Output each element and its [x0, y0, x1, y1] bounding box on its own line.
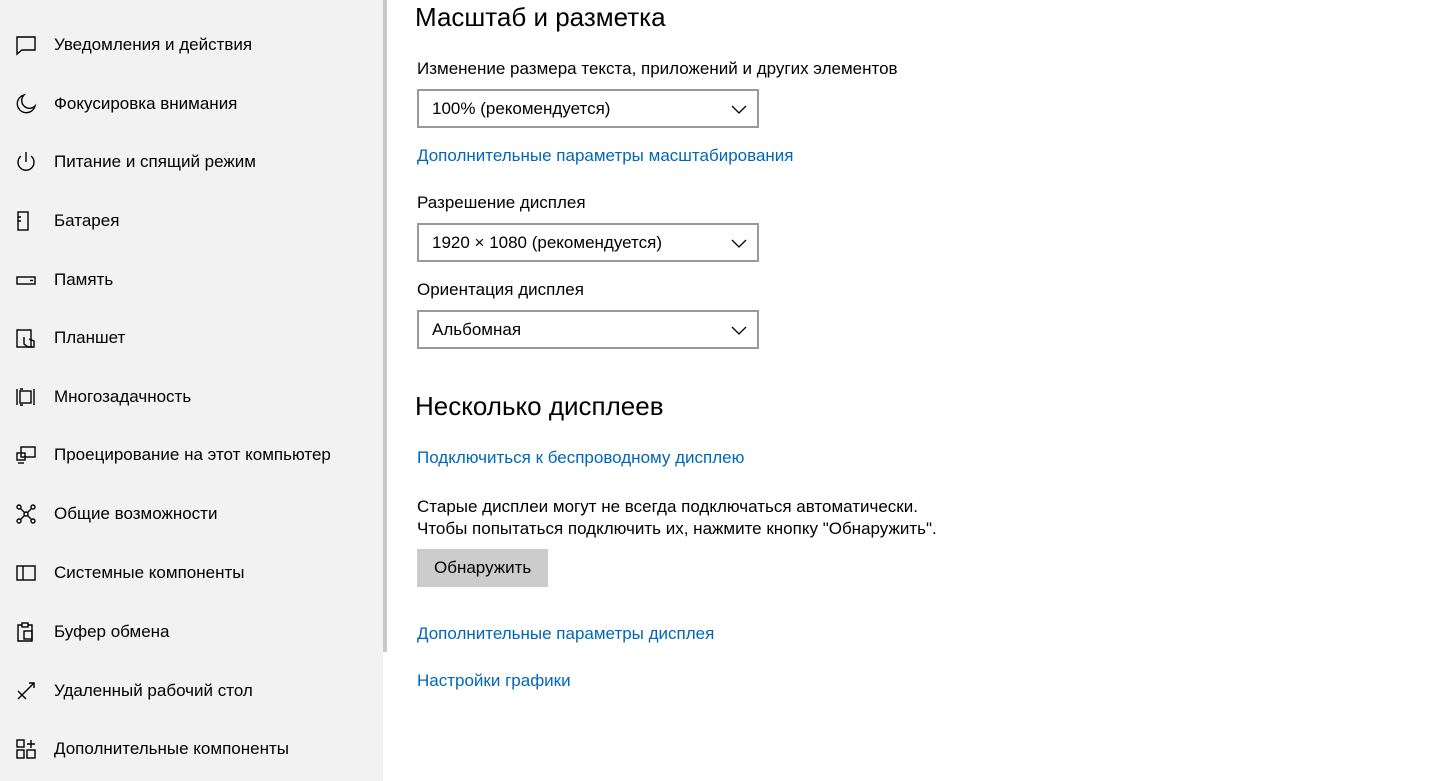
- detect-info-line-1: Старые дисплеи могут не всегда подключаться автоматически.: [417, 497, 918, 516]
- sidebar-item-remote-desktop[interactable]: [0, 667, 383, 715]
- section-title-scale-layout: Масштаб и разметка: [415, 2, 666, 32]
- sidebar-item-label: Буфер обмена: [54, 622, 170, 641]
- shared-experiences-icon: [15, 503, 37, 525]
- chevron-down-icon: [731, 322, 747, 338]
- optional-features-icon: [15, 738, 37, 760]
- resolution-dropdown-value: 1920 × 1080 (рекомендуется): [432, 233, 662, 252]
- scale-label: Изменение размера текста, приложений и других элементов: [417, 59, 898, 78]
- sidebar-item-label: Многозадачность: [54, 387, 192, 406]
- detect-info-line-2: Чтобы попытаться подключить их, нажмите кнопку "Обнаружить".: [417, 519, 937, 538]
- system-components-icon: [15, 562, 37, 584]
- sidebar-item-label: Память: [54, 270, 114, 289]
- tablet-icon: [15, 327, 37, 349]
- sidebar-item-label: Уведомления и действия: [54, 35, 253, 54]
- sidebar-item-label: Питание и спящий режим: [54, 152, 256, 171]
- sidebar-item-label: Планшет: [54, 328, 126, 347]
- clipboard-icon: [15, 621, 37, 643]
- advanced-scaling-link[interactable]: Дополнительные параметры масштабирования: [417, 146, 794, 165]
- sidebar-item-label: Удаленный рабочий стол: [54, 681, 253, 700]
- storage-icon: [15, 269, 37, 291]
- main-content: [388, 0, 1440, 781]
- connect-wireless-display-link[interactable]: Подключиться к беспроводному дисплею: [417, 448, 745, 467]
- power-icon: [15, 151, 37, 173]
- advanced-display-settings-link[interactable]: Дополнительные параметры дисплея: [417, 624, 715, 643]
- resolution-dropdown[interactable]: [417, 223, 759, 262]
- section-title-multiple-displays: Несколько дисплеев: [415, 391, 664, 421]
- sidebar-item-label: Фокусировка внимания: [54, 94, 238, 113]
- graphics-settings-link[interactable]: Настройки графики: [417, 671, 571, 690]
- scale-dropdown[interactable]: [417, 89, 759, 128]
- sidebar-item-clipboard[interactable]: [0, 608, 383, 656]
- projecting-icon: [15, 444, 37, 466]
- sidebar-scrollbar[interactable]: [383, 0, 387, 652]
- sidebar-item-power-sleep[interactable]: [0, 138, 383, 186]
- sidebar-item-label: Дополнительные компоненты: [54, 739, 289, 758]
- sidebar-item-shared-experiences[interactable]: [0, 490, 383, 538]
- sidebar-item-label: Системные компоненты: [54, 563, 245, 582]
- sidebar-item-battery[interactable]: [0, 197, 383, 245]
- battery-icon: [15, 210, 37, 232]
- chevron-down-icon: [731, 235, 747, 251]
- sidebar-item-projecting[interactable]: [0, 431, 383, 479]
- orientation-label: Ориентация дисплея: [417, 280, 584, 299]
- detect-button[interactable]: Обнаружить: [417, 549, 548, 587]
- sidebar-item-tablet[interactable]: [0, 314, 383, 362]
- orientation-dropdown[interactable]: [417, 310, 759, 349]
- chevron-down-icon: [731, 101, 747, 117]
- sidebar-item-system-components[interactable]: [0, 549, 383, 597]
- notifications-icon: [15, 34, 37, 56]
- sidebar-item-label: Батарея: [54, 211, 120, 230]
- focus-assist-icon: [15, 93, 37, 115]
- sidebar-item-optional-features[interactable]: [0, 725, 383, 773]
- sidebar-item-storage[interactable]: [0, 256, 383, 304]
- sidebar-item-label: Общие возможности: [54, 504, 218, 523]
- multitasking-icon: [15, 386, 37, 408]
- scale-dropdown-value: 100% (рекомендуется): [432, 99, 611, 118]
- resolution-label: Разрешение дисплея: [417, 193, 586, 212]
- sidebar-item-focus-assist[interactable]: [0, 80, 383, 128]
- sidebar-item-notifications[interactable]: [0, 21, 383, 69]
- remote-desktop-icon: [15, 680, 37, 702]
- sidebar-item-label: Проецирование на этот компьютер: [54, 445, 331, 464]
- orientation-dropdown-value: Альбомная: [432, 320, 522, 339]
- sidebar-item-multitasking[interactable]: [0, 373, 383, 421]
- sidebar: [0, 0, 383, 781]
